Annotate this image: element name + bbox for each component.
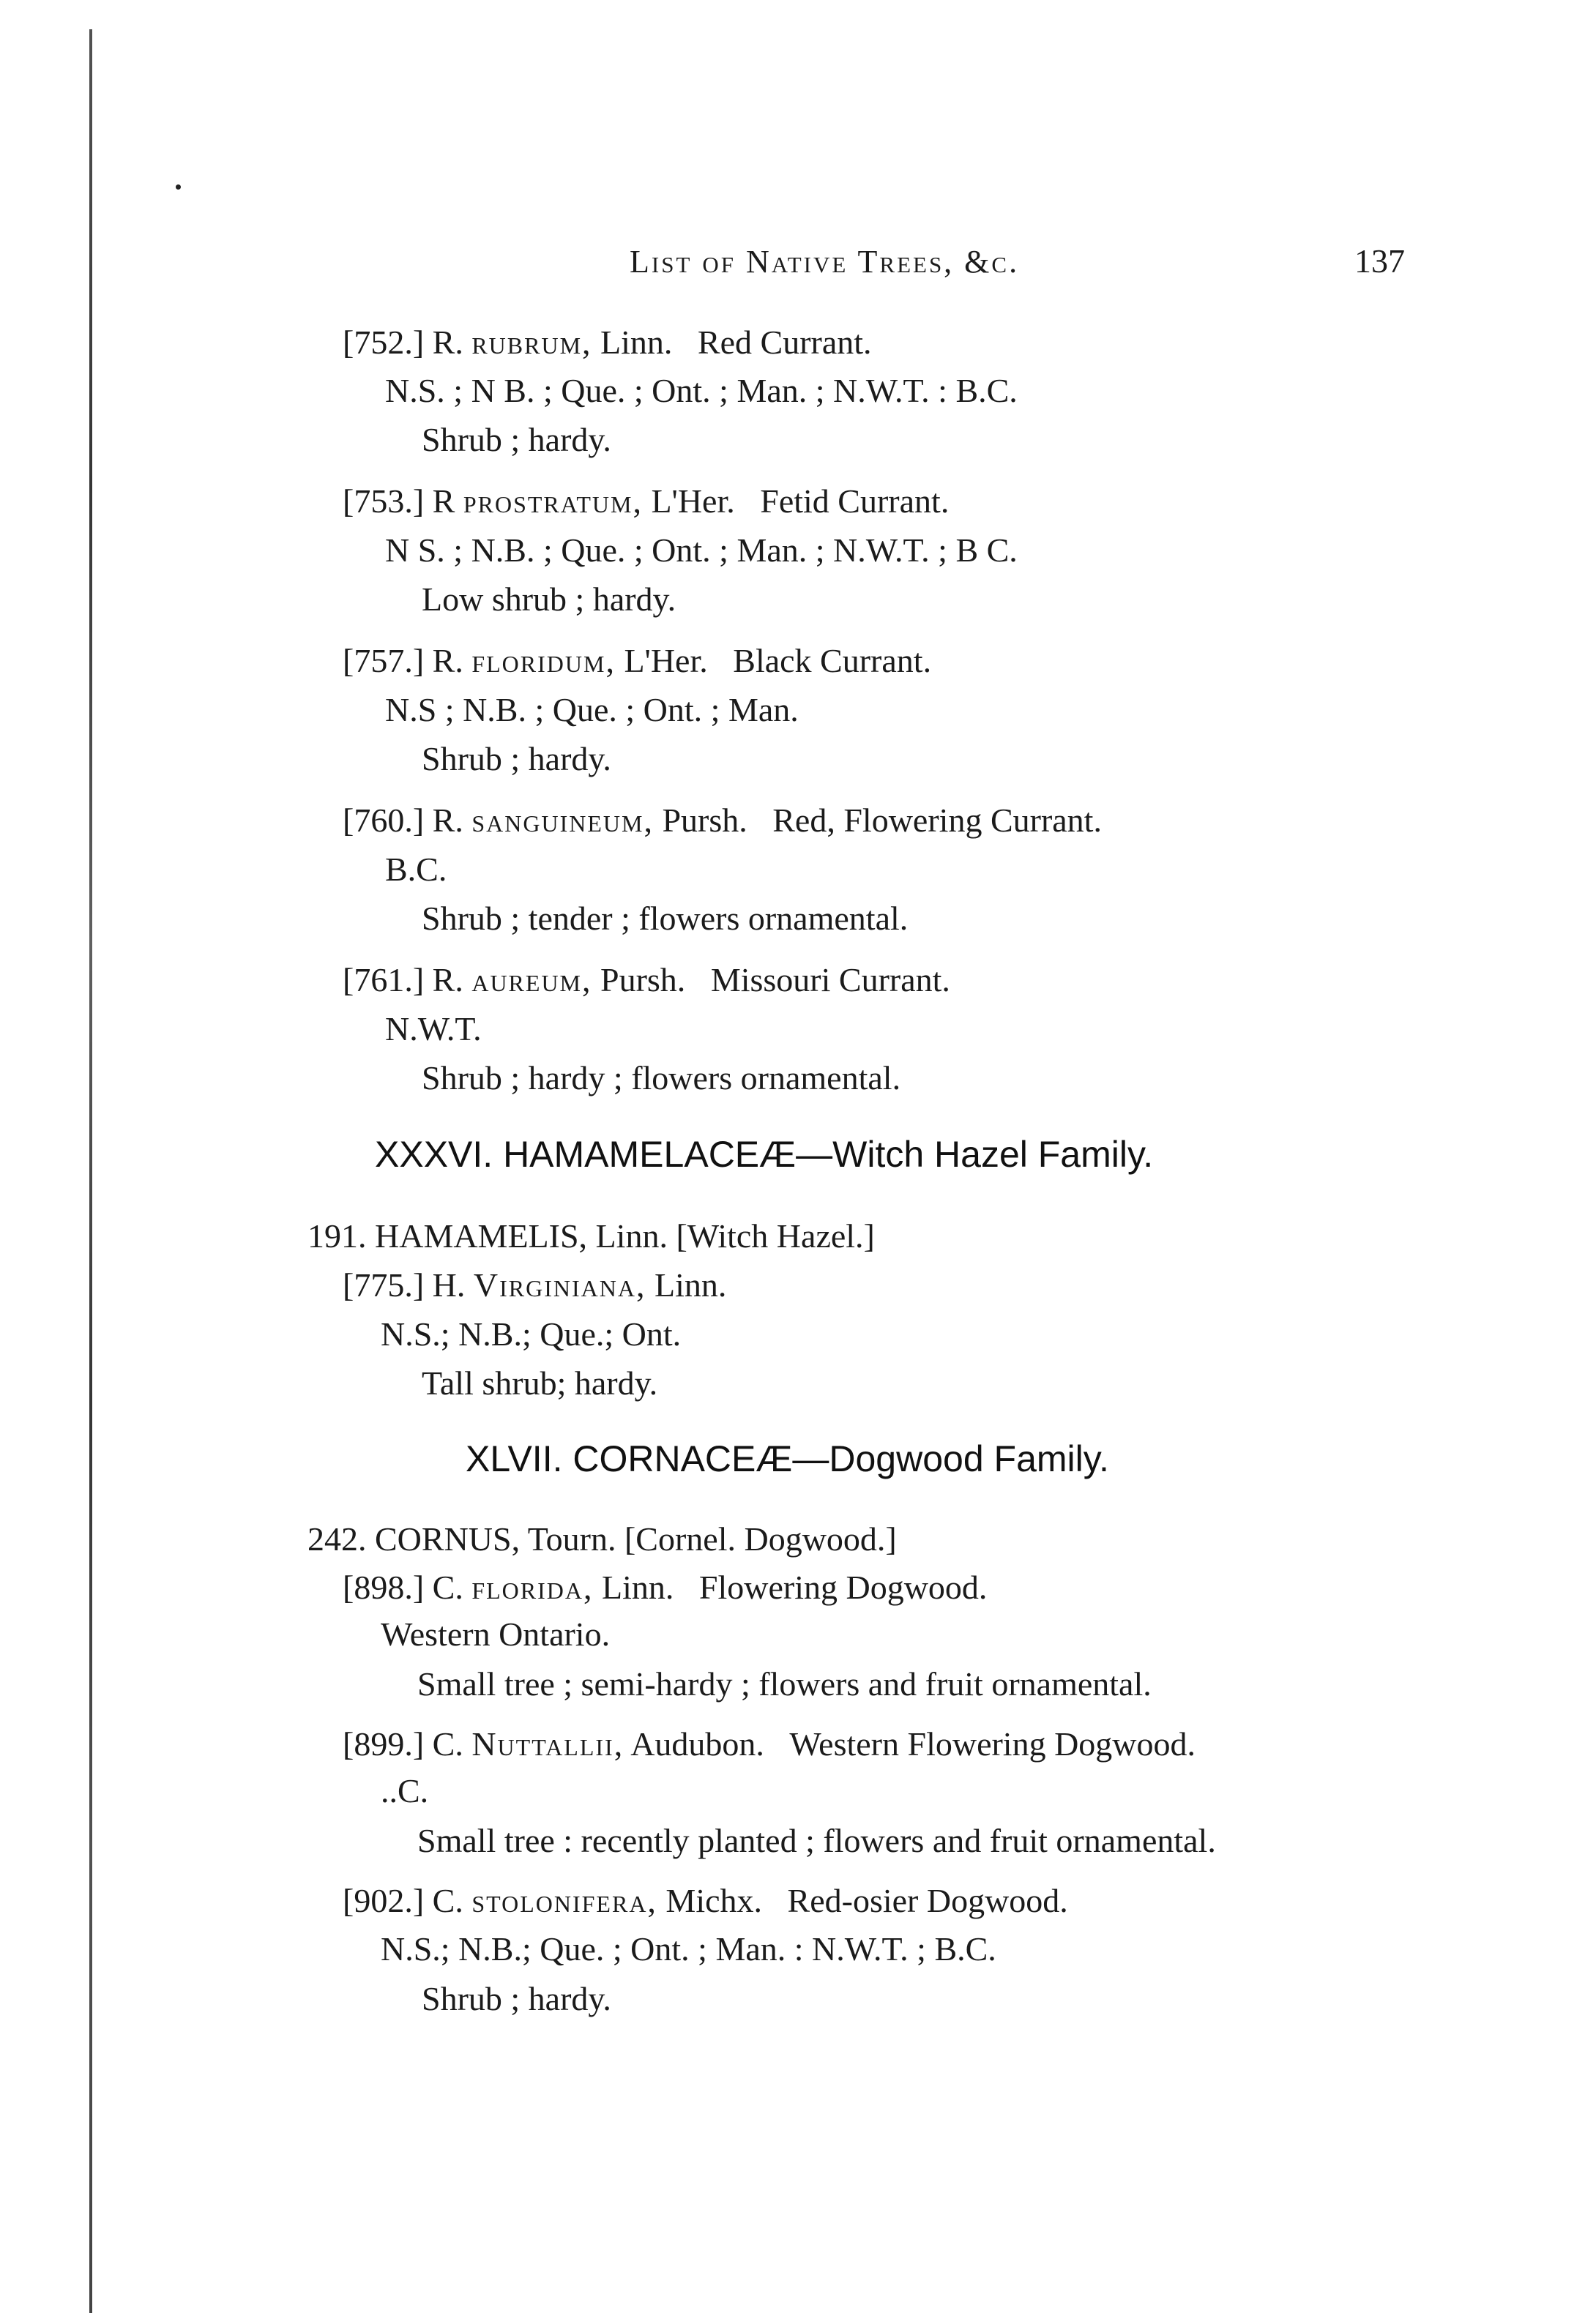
genus-abbr: R.	[432, 642, 463, 679]
common-name: Flowering Dogwood.	[698, 1569, 988, 1606]
genus-abbr: R.	[432, 961, 463, 998]
genus-abbr: C.	[432, 1882, 463, 1919]
ink-speck	[176, 184, 181, 190]
note-line: Small tree : recently planted ; flowers and fruit ornamental.	[417, 1822, 1216, 1859]
running-head: List of Native Trees, &c.	[630, 244, 1020, 280]
entry-ref: [757.]	[343, 642, 425, 679]
genus-abbr: C.	[432, 1725, 463, 1763]
range-line: N.W.T.	[385, 1010, 482, 1047]
range-line: N.S.; N.B.; Que. ; Ont. ; Man. : N.W.T. ; B.C.	[381, 1930, 996, 1968]
authority: Pursh.	[600, 961, 686, 998]
authority: Pursh.	[662, 802, 747, 839]
family-heading: XLVII. CORNACEÆ—Dogwood Family.	[466, 1438, 1109, 1479]
species-line	[343, 326, 872, 359]
common-name: Missouri Currant.	[710, 961, 950, 998]
species-line	[343, 1727, 1196, 1761]
entry-ref: [760.]	[343, 802, 425, 839]
page-number: 137	[1354, 242, 1405, 280]
species-name: rubrum,	[471, 324, 592, 361]
species-line	[343, 1266, 727, 1304]
entry-ref: [752.]	[343, 324, 425, 361]
species-name: stolonifera,	[471, 1882, 657, 1919]
species-line	[343, 1571, 987, 1604]
genus-abbr: C.	[432, 1569, 463, 1606]
species-name: aureum,	[471, 961, 592, 998]
note-line: Tall shrub; hardy.	[422, 1364, 658, 1402]
genus-line: 191. HAMAMELIS, Linn. [Witch Hazel.]	[307, 1217, 875, 1255]
common-name: Fetid Currant.	[760, 482, 950, 520]
authority: Michx.	[665, 1882, 763, 1919]
note-line: Shrub ; tender ; flowers ornamental.	[422, 900, 909, 937]
authority: Audubon.	[630, 1725, 764, 1763]
note-line: Small tree ; semi-hardy ; flowers and fruit ornamental.	[417, 1665, 1152, 1703]
genus-abbr: R.	[432, 324, 463, 361]
species-name: prostratum,	[463, 482, 643, 520]
species-line	[343, 644, 931, 678]
common-name: Red, Flowering Currant.	[772, 802, 1102, 839]
authority: Linn.	[600, 324, 673, 361]
note-line: Shrub ; hardy.	[422, 1980, 611, 2017]
species-name: Nuttallii,	[471, 1725, 624, 1763]
authority: Linn.	[602, 1569, 674, 1606]
species-line	[343, 482, 950, 520]
authority: Linn.	[654, 1266, 727, 1304]
species-name: florida,	[471, 1569, 594, 1606]
species-name: sanguineum,	[471, 802, 654, 839]
entry-ref: [775.]	[343, 1266, 425, 1304]
authority: L'Her.	[651, 482, 735, 520]
note-line: Shrub ; hardy ; flowers ornamental.	[422, 1059, 901, 1096]
species-name: Virginiana,	[473, 1266, 646, 1304]
authority: L'Her.	[624, 642, 708, 679]
range-line: N.S. ; N B. ; Que. ; Ont. ; Man. ; N.W.T. : B.C.	[385, 372, 1018, 409]
species-name: floridum,	[471, 642, 616, 679]
binding-edge	[89, 29, 92, 2313]
entry-ref: [753.]	[343, 482, 425, 520]
entry-ref: [898.]	[343, 1569, 425, 1606]
family-heading: XXXVI. HAMAMELACEÆ—Witch Hazel Family.	[375, 1134, 1154, 1175]
range-line: ..C.	[381, 1772, 429, 1809]
range-line: B.C.	[385, 851, 447, 888]
note-line: Low shrub ; hardy.	[422, 580, 676, 618]
common-name: Red Currant.	[697, 324, 872, 361]
species-line	[343, 1884, 1068, 1918]
genus-abbr: R	[432, 482, 455, 520]
species-line	[343, 963, 950, 997]
common-name: Red-osier Dogwood.	[787, 1882, 1068, 1919]
genus-abbr: R.	[432, 802, 463, 839]
entry-ref: [902.]	[343, 1882, 425, 1919]
common-name: Black Currant.	[733, 642, 932, 679]
genus-abbr: H.	[432, 1266, 466, 1304]
range-line: N.S.; N.B.; Que.; Ont.	[381, 1315, 682, 1353]
entry-ref: [899.]	[343, 1725, 425, 1763]
common-name: Western Flowering Dogwood.	[789, 1725, 1196, 1763]
genus-line: 242. CORNUS, Tourn. [Cornel. Dogwood.]	[307, 1520, 897, 1558]
note-line: Shrub ; hardy.	[422, 421, 611, 458]
species-line	[343, 804, 1102, 837]
note-line: Shrub ; hardy.	[422, 740, 611, 777]
range-line: N S. ; N.B. ; Que. ; Ont. ; Man. ; N.W.T. ; B C.	[385, 531, 1018, 569]
range-line: N.S ; N.B. ; Que. ; Ont. ; Man.	[385, 691, 799, 728]
entry-ref: [761.]	[343, 961, 425, 998]
range-line: Western Ontario.	[381, 1615, 611, 1653]
